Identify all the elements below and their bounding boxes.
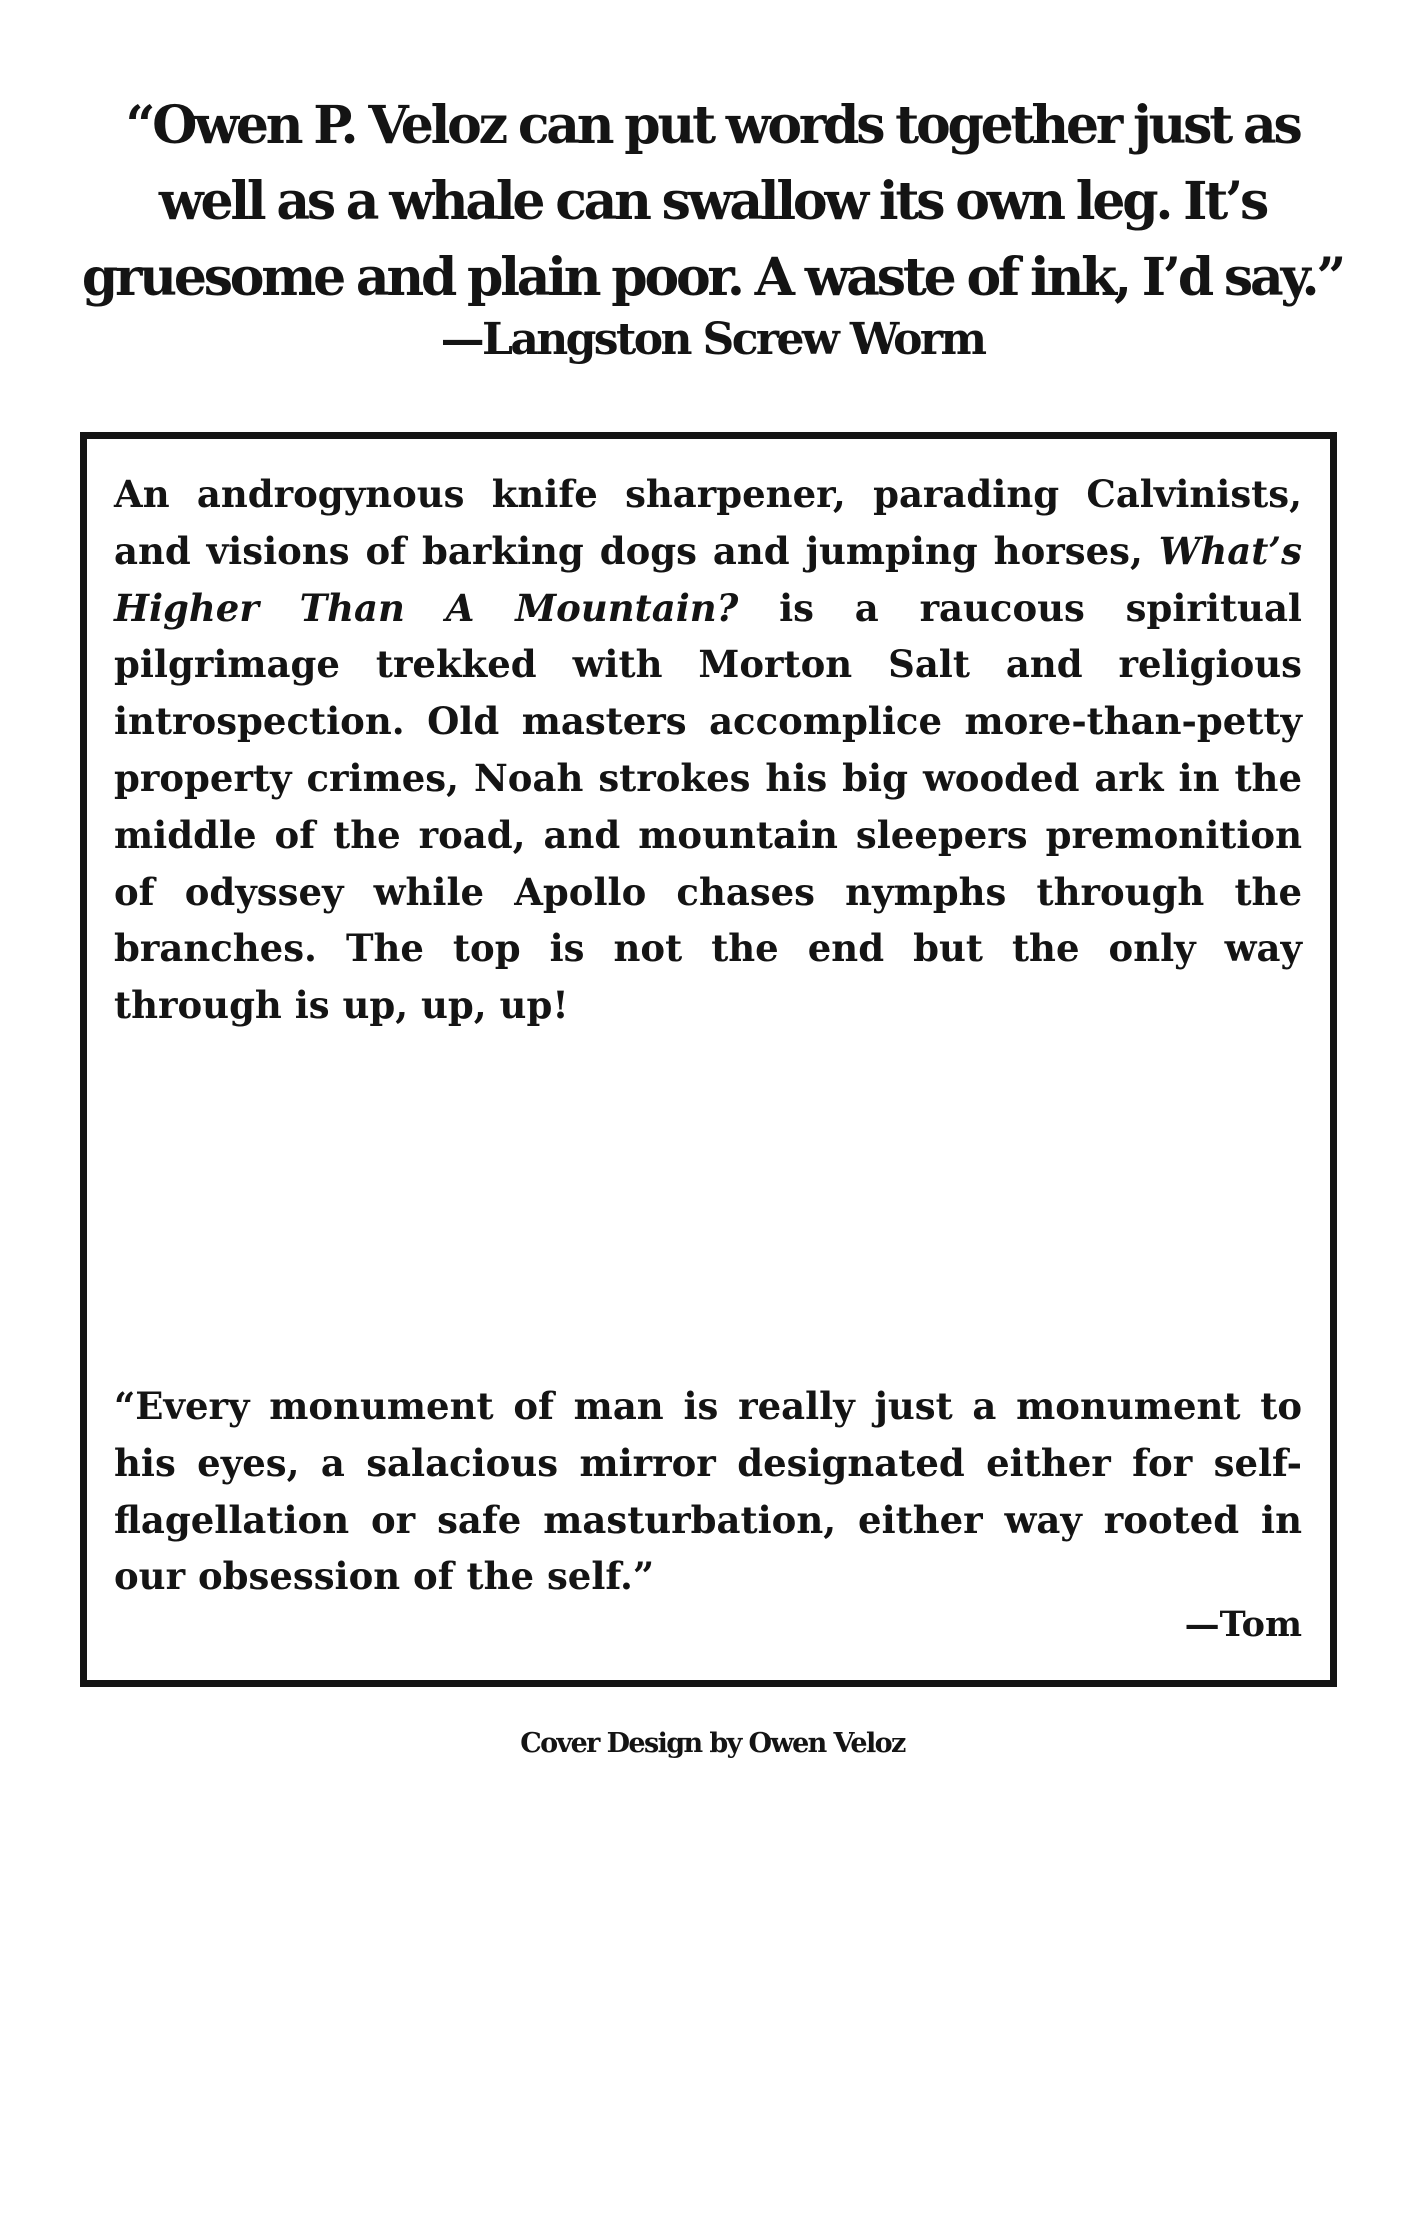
epigraph-quote: “Every monument of man is really just a monument to his eyes, a salacious mirror designated either for self-flagellation or safe masturbation, either way rooted in our obsession of the self.” [114, 1384, 1302, 1599]
book-title: What’s Higher Than A Mountain? [114, 528, 1302, 630]
review-attribution: —Langston Screw Worm [440, 314, 985, 365]
description-body: is a raucous spiritual pilgrimage trekked with Morton Salt and religious introspection. Old masters accomplice more-than-petty property crimes, Noah strokes his big wooded ark in the middle of the road, and mountain sleepers premonition of odyssey while Apollo chases nymphs through the branches. The top is not the end but the only way through is up, up, up! [114, 585, 1302, 1028]
epigraph-attribution: —Tom [1184, 1604, 1302, 1645]
review-blurb: “Owen P. Veloz can put words together just as well as a whale can swallow its own leg. It’s gruesome and plain poor. A waste of ink, I’d say.” [81, 95, 1344, 308]
description-intro: An androgynous knife sharpener, parading Calvinists, and visions of barking dogs and jumping horses, [114, 472, 1302, 573]
book-description [114, 466, 1302, 1034]
cover-credit: Cover Design by Owen Veloz [520, 1728, 905, 1759]
